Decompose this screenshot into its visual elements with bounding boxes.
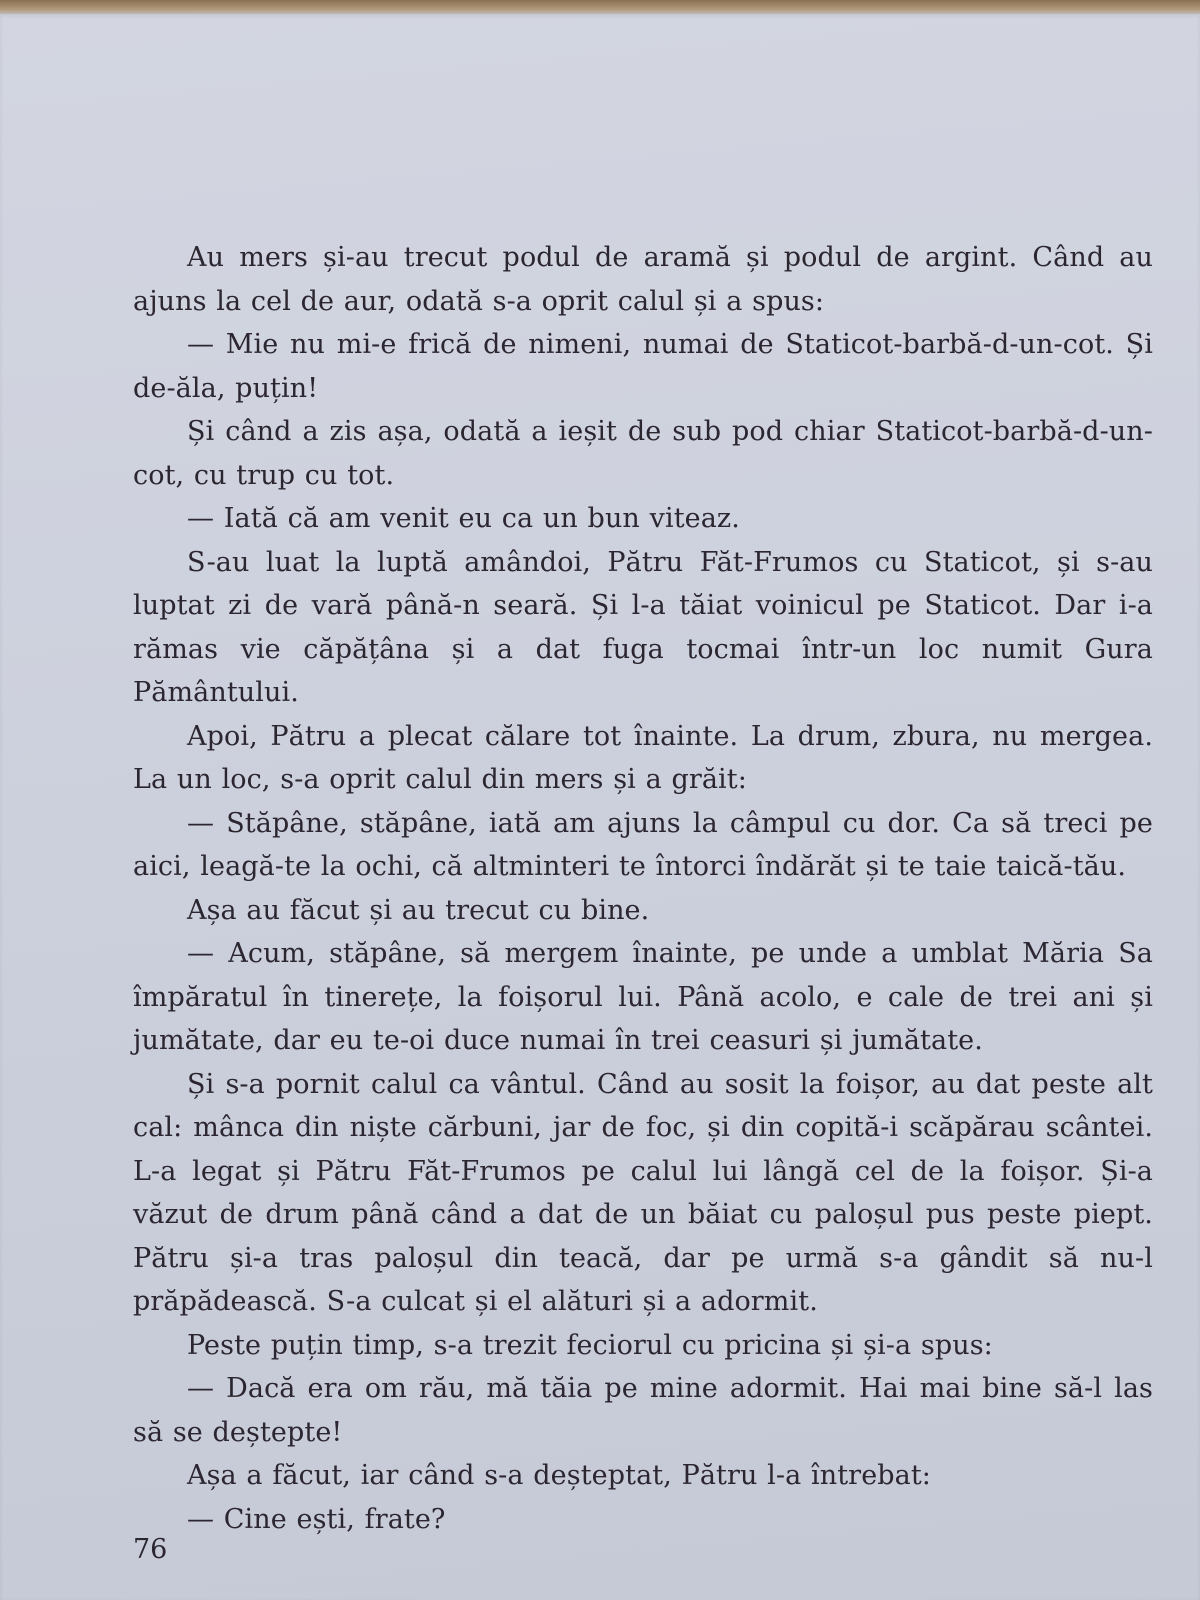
paragraph: Așa au făcut și au trecut cu bine. <box>187 894 650 926</box>
paragraph: — Cine ești, frate? <box>187 1503 446 1535</box>
body-text <box>133 236 1153 1541</box>
paragraph: — Stăpâne, stăpâne, iată am ajuns la câmpul cu dor. Ca să treci pe aici, leagă-te la ochi, că altminteri te întorci îndărăt și te taie taică-tău. <box>133 807 1153 882</box>
paragraph: — Iată că am venit eu ca un bun viteaz. <box>187 503 740 534</box>
paragraph: Și s-a pornit calul ca vântul. Când au sosit la foișor, au dat peste alt cal: mânca din niște cărbuni, jar de foc, și din copită-i scăpărau scântei. L-a legat și Pătru Făt-Frumos pe calul lui lângă cel de la foișor. Și-a văzut de drum până când a dat de un băiat cu paloșul pus peste piept. Pătru și-a tras paloșul din teacă, dar pe urmă s-a gândit să nu-l prăpădească. S-a culcat și el alături și a adormit. <box>133 1068 1153 1317</box>
paragraph: — Dacă era om rău, mă tăia pe mine adormit. Hai mai bine să-l las să se deștepte! <box>133 1373 1153 1448</box>
page-number: 76 <box>133 1534 168 1565</box>
paragraph: Au mers și-au trecut podul de aramă și podul de argint. Când au ajuns la cel de aur, odată s-a oprit calul și a spus: <box>133 242 1153 317</box>
paragraph: Apoi, Pătru a plecat călare tot înainte. La drum, zbura, nu mergea. La un loc, s-a oprit calul din mers și a grăit: <box>133 720 1153 795</box>
paragraph: Așa a făcut, iar când s-a deșteptat, Pătru l-a întrebat: <box>187 1460 931 1491</box>
paragraph: — Mie nu mi-e frică de nimeni, numai de Staticot-barbă-d-un-cot. Și de-ăla, puțin! <box>133 329 1153 404</box>
paragraph: S-au luat la luptă amândoi, Pătru Făt-Frumos cu Staticot, și s-au luptat zi de vară până-n seară. Și l-a tăiat voinicul pe Staticot. Dar i-a rămas vie căpățâna și a dat fuga tocmai într-un loc numit Gura Pământului. <box>133 546 1153 708</box>
paragraph: — Acum, stăpâne, să mergem înainte, pe unde a umblat Măria Sa împăratul în tinerețe, la foișorul lui. Până acolo, e cale de trei ani și jumătate, dar eu te-oi duce numai în trei ceasuri și jumătate. <box>133 938 1153 1056</box>
paragraph: Peste puțin timp, s-a trezit feciorul cu pricina și și-a spus: <box>187 1329 993 1361</box>
paragraph: Și când a zis așa, odată a ieșit de sub pod chiar Staticot-barbă-d-un-cot, cu trup cu tot. <box>133 416 1153 491</box>
